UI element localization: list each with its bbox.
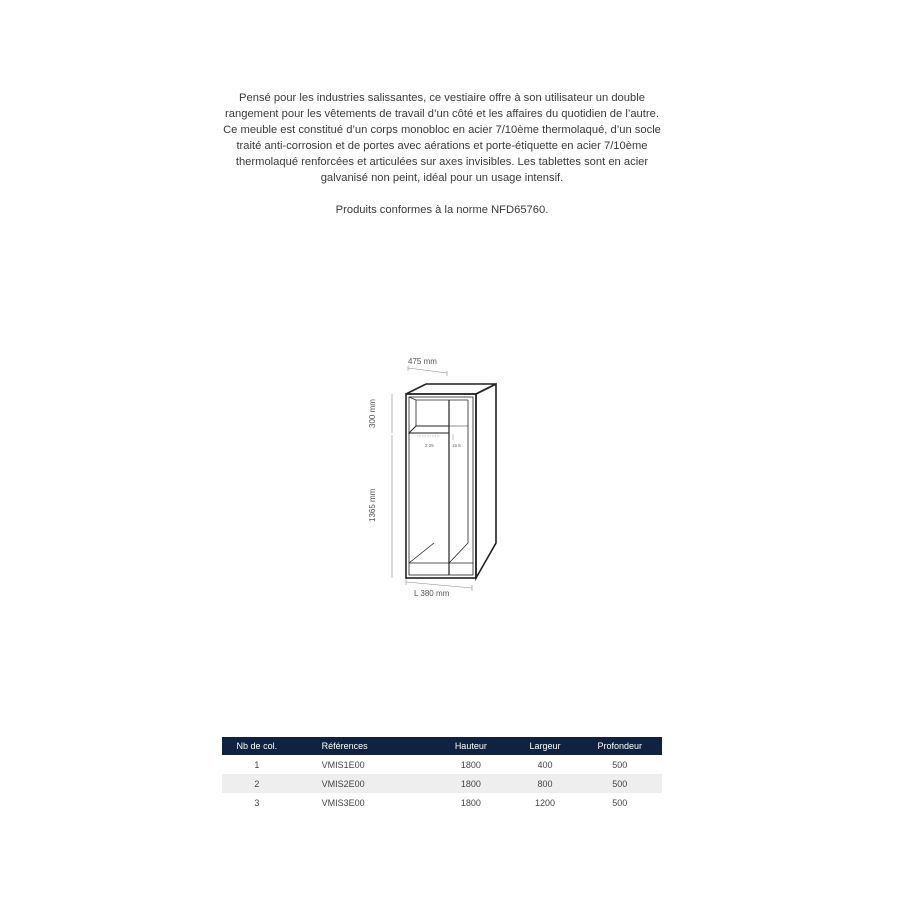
cell-nb-columns: 3 — [254, 797, 260, 808]
header-nb-columns: Nb de col. — [222, 737, 292, 755]
cell-width: 800 — [512, 774, 577, 793]
cell-height: 1800 — [460, 759, 481, 770]
description-paragraph-1: Pensé pour les industries salissantes, ce vestiaire offre à son utilisateur un double rangement pour les vêtements de travail d’un côté et les affaires du quotidien de l’autre. — [225, 92, 659, 120]
table-header-row — [222, 737, 662, 755]
header-depth: Profondeur — [578, 737, 662, 755]
floor-right-diagonal — [449, 543, 468, 563]
depth-dimension-label: 475 mm — [408, 357, 437, 366]
table-row — [222, 755, 662, 774]
cell-reference: VMIS2E00 — [292, 774, 430, 793]
cell-nb-columns: 1 — [254, 759, 260, 770]
locker-drawing-svg — [350, 350, 520, 610]
inner-left-dimension-label: 2 25 — [425, 443, 434, 448]
norm-statement: Produits conformes à la norme NFD65760. — [335, 204, 549, 216]
cell-depth: 500 — [578, 774, 662, 793]
cabinet-right-side — [476, 384, 496, 578]
inner-top-edge-left — [409, 397, 416, 400]
cell-reference: VMIS3E00 — [321, 797, 365, 808]
product-reference-table — [222, 737, 662, 812]
top-height-label: 300 mm — [368, 399, 377, 428]
inner-right-dimension-label: 15 5 — [452, 443, 461, 448]
spacer — [212, 186, 672, 202]
depth-dimension-line — [408, 368, 447, 373]
description-paragraph-2: Ce meuble est constitué d’un corps monobloc en acier 7/10ème thermolaqué, d’un socle traité anti-corrosion et de portes avec aérations et porte-étiquette en acier 7/10ème thermolaqué renforcées et articulées sur axes invisibles. Les tablettes sont en acier galvanisé non peint, idéal pour un usage intensif. — [223, 124, 661, 184]
width-dimension-line — [406, 582, 472, 588]
cell-depth: 500 — [612, 759, 628, 770]
header-references: Références — [292, 737, 430, 755]
product-description — [212, 90, 672, 218]
cabinet-top — [406, 384, 496, 394]
bottom-height-label: 1365 mm — [368, 488, 377, 522]
table-row — [222, 774, 662, 793]
cell-reference: VMIS1E00 — [321, 759, 365, 770]
shelf — [409, 426, 449, 433]
cabinet-front-frame — [406, 394, 476, 578]
header-width: Largeur — [512, 737, 577, 755]
cell-width: 1200 — [534, 797, 555, 808]
width-dimension-label: L 380 mm — [414, 589, 450, 598]
header-height: Hauteur — [429, 737, 512, 755]
table-row — [222, 793, 662, 812]
cell-height: 1800 — [429, 774, 512, 793]
cell-nb-columns: 2 — [222, 774, 292, 793]
cell-height: 1800 — [460, 797, 481, 808]
cell-width: 400 — [537, 759, 553, 770]
cell-depth: 500 — [612, 797, 628, 808]
floor-left-diagonal — [409, 543, 434, 563]
locker-technical-drawing — [350, 350, 520, 610]
